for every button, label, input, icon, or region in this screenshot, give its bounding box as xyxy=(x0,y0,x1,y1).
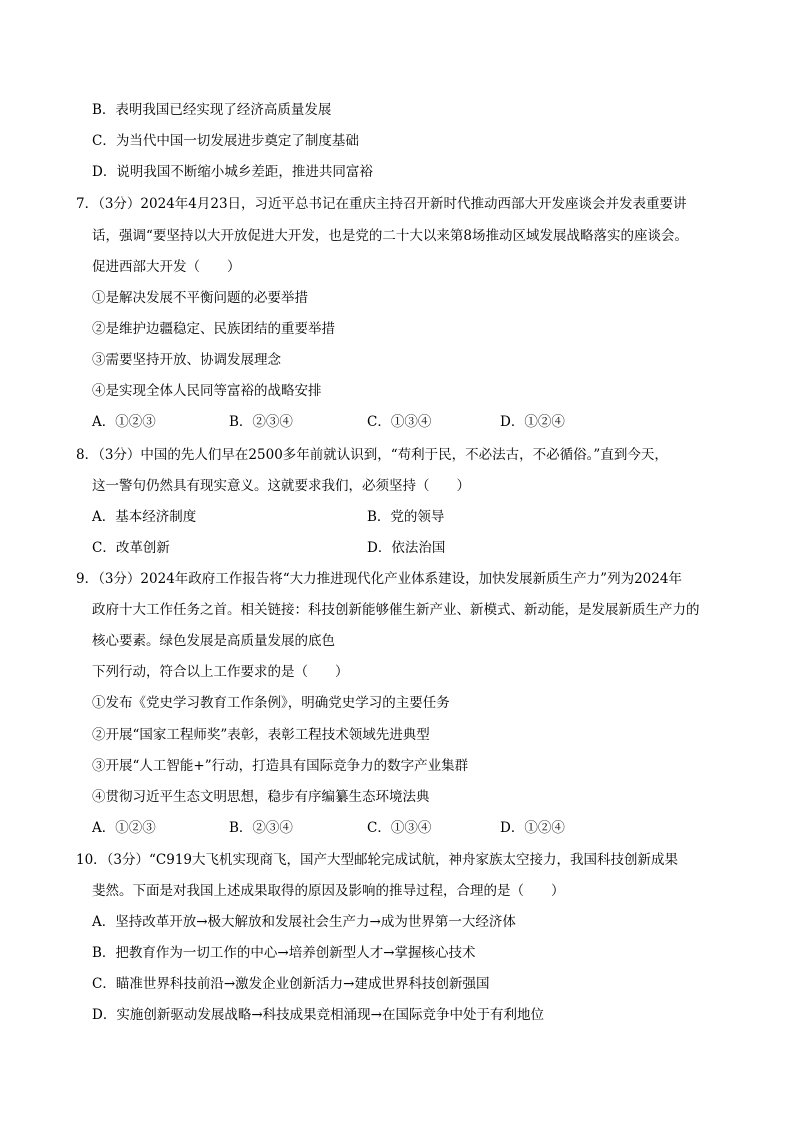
q9-item-2: ②开展“国家工程师奖”表彰，表彰工程技术领域先进典型 xyxy=(92,727,430,743)
q8-option-c: C．改革创新 xyxy=(92,540,170,556)
q7-stem-line3: 促进西部大开发（ ） xyxy=(92,259,241,275)
q10-stem-line2: 斐然。下面是对我国上述成果取得的原因及影响的推导过程，合理的是（ ） xyxy=(92,883,565,899)
q7-option-b: B．②③④ xyxy=(229,414,293,430)
q7-item-3: ③需要坚持开放、协调发展理念 xyxy=(92,352,281,368)
q8-stem-line1: 8．（3分）中国的先人们早在2500多年前就认识到，“苟利于民，不必法古，不必循俗。”直到今天， xyxy=(76,447,668,463)
q9-item-4: ④贯彻习近平生态文明思想，稳步有序编纂生态环境法典 xyxy=(92,789,430,805)
q9-stem-line4: 下列行动，符合以上工作要求的是（ ） xyxy=(92,664,349,680)
q9-option-c: C．①③④ xyxy=(367,820,432,836)
q8-option-d: D．依法治国 xyxy=(367,540,446,556)
q10-option-d: D．实施创新驱动发展战略→科技成果竞相涌现→在国际竞争中处于有利地位 xyxy=(92,1007,544,1023)
q6-option-d: D．说明我国不断缩小城乡差距，推进共同富裕 xyxy=(92,164,373,180)
q7-item-2: ②是维护边疆稳定、民族团结的重要举措 xyxy=(92,321,335,337)
q8-option-b: B．党的领导 xyxy=(367,509,445,525)
q7-stem-line2: 话，强调“要坚持以大开放促进大开发，也是党的二十大以来第8场推动区域发展战略落实的座谈会。 xyxy=(92,228,688,244)
q9-item-3: ③开展“人工智能+”行动，打造具有国际竞争力的数字产业集群 xyxy=(92,758,469,774)
q6-option-b: B．表明我国已经实现了经济高质量发展 xyxy=(92,102,332,118)
q10-option-a: A．坚持改革开放→极大解放和发展社会生产力→成为世界第一大经济体 xyxy=(92,914,516,930)
q9-item-1: ①发布《党史学习教育工作条例》，明确党史学习的主要任务 xyxy=(92,695,450,711)
q6-option-c: C．为当代中国一切发展进步奠定了制度基础 xyxy=(92,133,359,149)
q7-item-4: ④是实现全体人民同等富裕的战略安排 xyxy=(92,383,322,399)
q9-option-d: D．①②④ xyxy=(500,820,565,836)
q7-option-c: C．①③④ xyxy=(367,414,432,430)
q9-stem-line2: 政府十大工作任务之首。相关链接：科技创新能够催生新产业、新模式、新动能，是发展新质生产力的 xyxy=(92,602,700,618)
q9-option-a: A．①②③ xyxy=(92,820,156,836)
q9-option-b: B．②③④ xyxy=(229,820,293,836)
q7-option-a: A．①②③ xyxy=(92,414,156,430)
q7-item-1: ①是解决发展不平衡问题的必要举措 xyxy=(92,290,308,306)
q10-stem-line1: 10．（3分）“C919大飞机实现商飞，国产大型邮轮完成试航，神舟家族太空接力，我国科技创新成果 xyxy=(76,852,679,868)
q8-option-a: A．基本经济制度 xyxy=(92,509,197,525)
q10-option-c: C．瞄准世界科技前沿→激发企业创新活力→建成世界科技创新强国 xyxy=(92,976,490,992)
q7-option-d: D．①②④ xyxy=(500,414,565,430)
q9-stem-line1: 9．（3分）2024年政府工作报告将“大力推进现代化产业体系建设，加快发展新质生产力”列为2024年 xyxy=(76,571,682,587)
q8-stem-line2: 这一警句仍然具有现实意义。这就要求我们，必须坚持（ ） xyxy=(92,478,470,494)
q9-stem-line3: 核心要素。绿色发展是高质量发展的底色 xyxy=(92,633,335,649)
q7-stem-line1: 7．（3分）2024年4月23日，习近平总书记在重庆主持召开新时代推动西部大开发座谈会并发表重要讲 xyxy=(76,196,687,212)
q10-option-b: B．把教育作为一切工作的中心→培养创新型人才→掌握核心技术 xyxy=(92,945,476,961)
